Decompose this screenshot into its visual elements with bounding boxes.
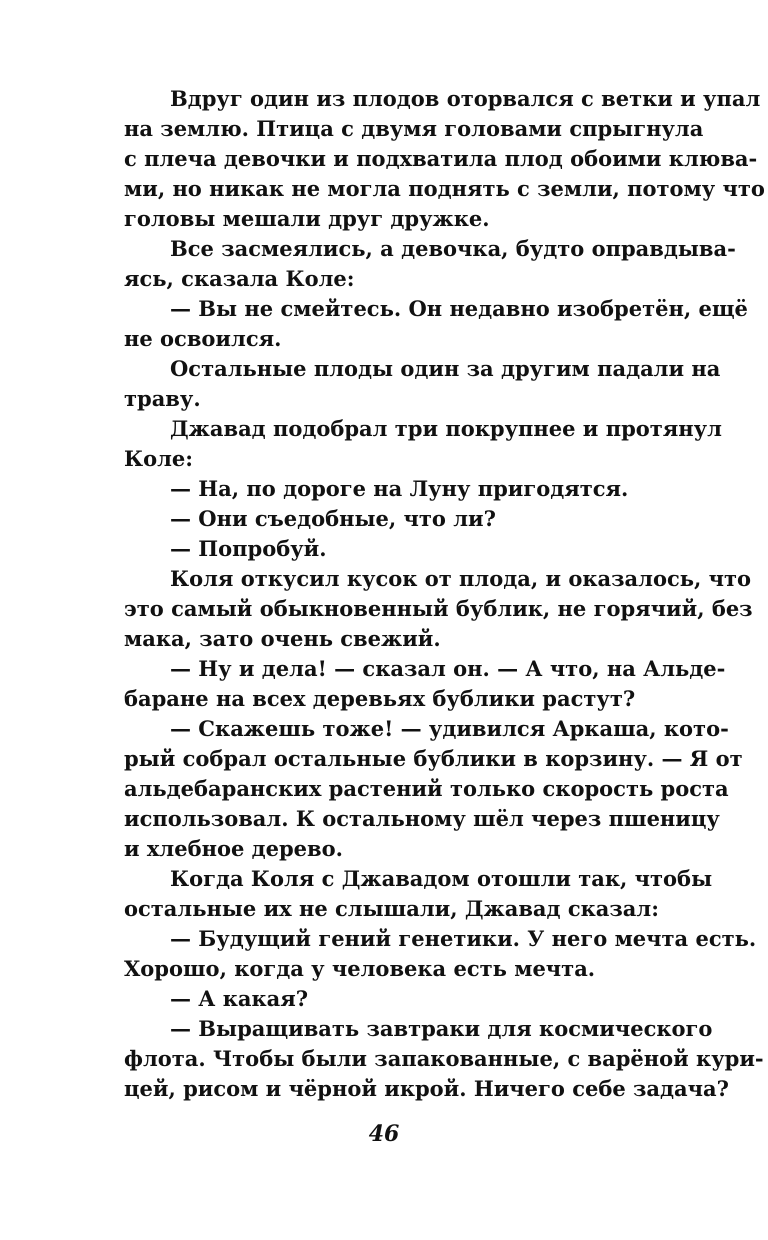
text-line: использовал. К остальному шёл через пшеницу: [124, 806, 720, 831]
text-line: баране на всех деревьях бублики растут?: [124, 686, 636, 711]
text-line: с плеча девочки и подхватила плод обоими клюва-: [124, 146, 758, 171]
text-line: — Скажешь тоже! — удивился Аркаша, кото-: [170, 716, 729, 741]
text-line: это самый обыкновенный бублик, не горячий, без: [124, 596, 753, 621]
text-line: головы мешали друг дружке.: [124, 206, 490, 231]
text-line: Остальные плоды один за другим падали на: [170, 356, 721, 381]
text-line: Когда Коля с Джавадом отошли так, чтобы: [170, 866, 713, 891]
text-line: остальные их не слышали, Джавад сказал:: [124, 896, 659, 921]
text-line: альдебаранских растений только скорость роста: [124, 776, 729, 801]
text-line: цей, рисом и чёрной икрой. Ничего себе задача?: [124, 1076, 729, 1101]
text-line: Коле:: [124, 446, 194, 471]
page-body: [124, 84, 765, 1104]
text-line: Все засмеялись, а девочка, будто оправдыва-: [170, 236, 736, 261]
text-line: — На, по дороге на Луну пригодятся.: [170, 476, 629, 501]
text-line: — А какая?: [170, 986, 309, 1011]
text-line: — Попробуй.: [170, 536, 327, 561]
page-number: 46: [368, 1121, 400, 1147]
text-line: на землю. Птица с двумя головами спрыгнула: [124, 116, 704, 141]
text-line: рый собрал остальные бублики в корзину. — Я от: [124, 746, 743, 771]
text-line: — Они съедобные, что ли?: [170, 506, 496, 531]
text-line: — Будущий гений генетики. У него мечта есть.: [170, 926, 757, 951]
text-line: Джавад подобрал три покрупнее и протянул: [170, 416, 722, 441]
text-line: Хорошо, когда у человека есть мечта.: [124, 956, 596, 981]
text-line: Коля откусил кусок от плода, и оказалось, что: [170, 566, 752, 591]
text-line: траву.: [124, 386, 201, 411]
text-line: флота. Чтобы были запакованные, с варёной кури-: [124, 1046, 764, 1071]
text-line: мака, зато очень свежий.: [124, 626, 441, 651]
text-line: и хлебное дерево.: [124, 836, 343, 861]
text-line: не освоился.: [124, 326, 282, 351]
text-line: — Вы не смейтесь. Он недавно изобретён, ещё: [170, 296, 748, 321]
text-line: ясь, сказала Коле:: [124, 266, 355, 291]
text-line: — Выращивать завтраки для космического: [170, 1016, 713, 1041]
text-line: — Ну и дела! — сказал он. — А что, на Альде-: [170, 656, 726, 681]
text-line: ми, но никак не могла поднять с земли, потому что: [124, 176, 765, 201]
text-line: Вдруг один из плодов оторвался с ветки и упал: [170, 86, 761, 111]
